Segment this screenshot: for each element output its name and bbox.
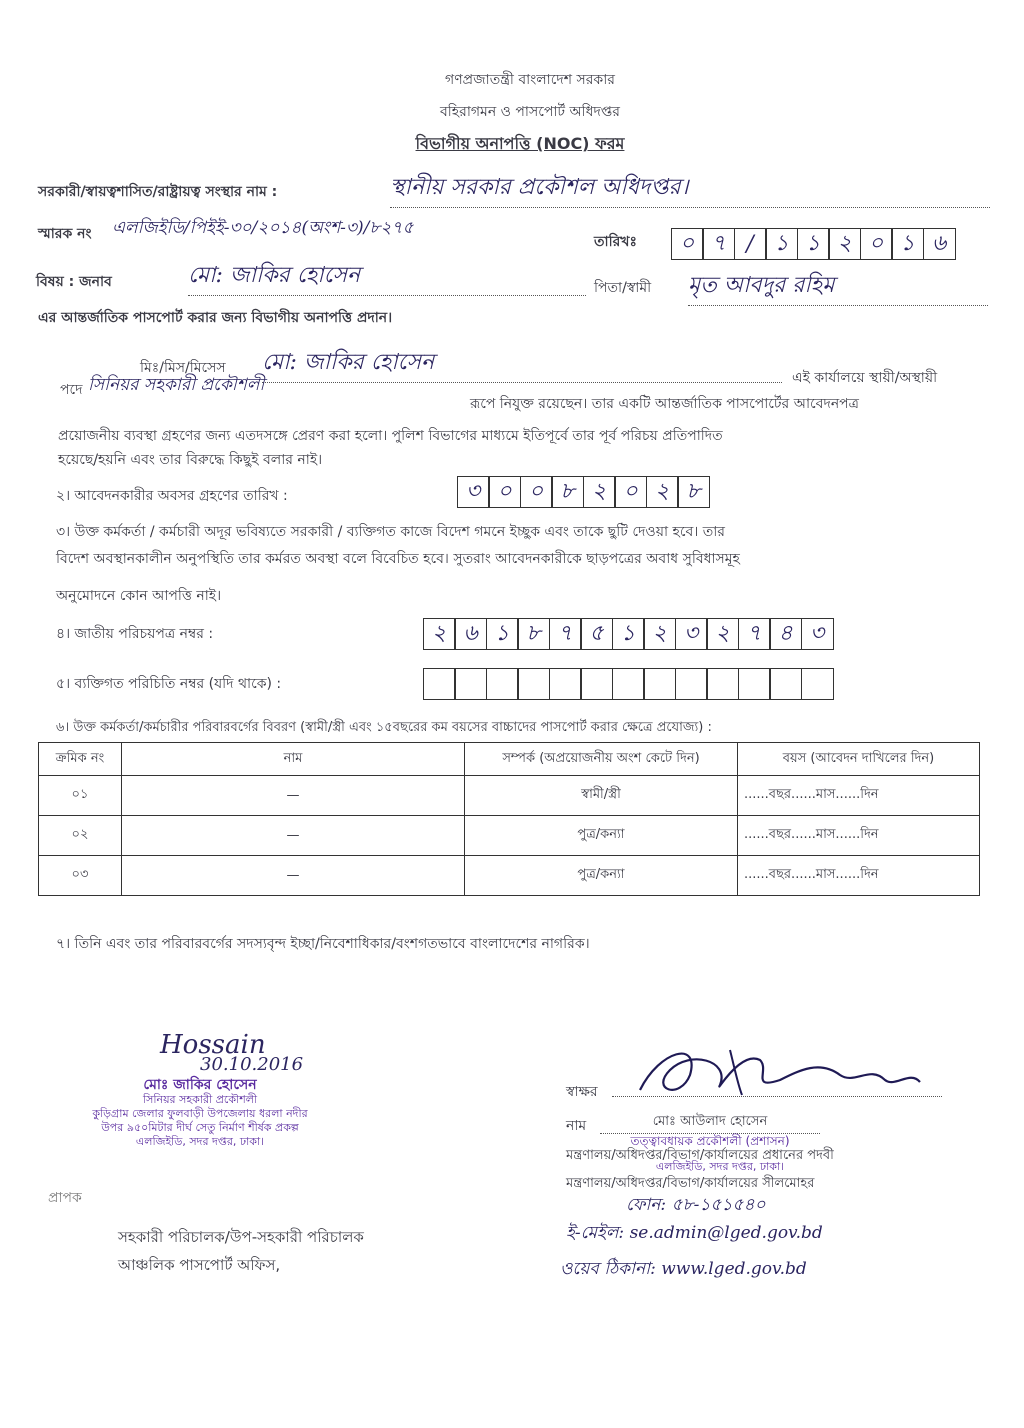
digit-box: ২ (646, 476, 679, 508)
subject-father-label: পিতা/স্বামী (594, 280, 652, 296)
digit-box: ৮ (517, 618, 550, 650)
digit-box: ২ (828, 228, 861, 260)
stamp-title: সিনিয়র সহকারী প্রকৌশলী (142, 1093, 258, 1106)
digit-box: ৬ (454, 618, 487, 650)
office-value: স্থানীয় সরকার প্রকৌশল অধিদপ্তর। (390, 170, 990, 208)
row-serial: ০২ (39, 816, 122, 856)
right-signature-drawing (620, 1030, 940, 1110)
right-name-label: নাম (566, 1118, 587, 1134)
para1-prefix: মিঃ/মিস/মিসেস (140, 360, 226, 376)
digit-box: ৬ (923, 228, 956, 260)
item2-label: ২। আবেদনকারীর অবসর গ্রহণের তারিখ : (56, 488, 288, 504)
para1-name: মো: জাকির হোসেন (262, 345, 782, 383)
col-relation: সম্পর্ক (অপ্রয়োজনীয় অংশ কেটে দিন) (465, 743, 738, 776)
digit-box (769, 668, 802, 700)
digit-box: ৪ (769, 618, 802, 650)
col-name: নাম (122, 743, 465, 776)
right-phone: ফোন: ৫৮-১৫১৫৪০ (626, 1195, 766, 1215)
left-signature-text: Hossain (160, 1030, 266, 1060)
digit-box: ১ (765, 228, 798, 260)
row-age: ......বছর......মাস......দিন (738, 776, 980, 816)
para1-line2: রূপে নিযুক্ত রয়েছেন। তার একটি আন্তর্জাতিক পাসপোর্টের আবেদনপত্র (470, 396, 859, 412)
memo-value: এলজিইডি/পিইই-৩০/২০১৪(অংশ-৩)/৮২৭৫ (112, 218, 414, 238)
item7: ৭। তিনি এবং তার পরিবারবর্গের সদস্যবৃন্দ ইচ্ছা/নিবেশাধিকার/বংশগতভাবে বাংলাদেশের নাগরিক। (56, 936, 590, 952)
digit-box (486, 668, 519, 700)
stamp-name: মোঃ জাকির হোসেন (143, 1077, 257, 1093)
digit-box: ০ (671, 228, 704, 260)
col-age: বয়স (আবেদন দাখিলের দিন) (738, 743, 980, 776)
row-name: — (122, 776, 465, 816)
row-age: ......বছর......মাস......দিন (738, 856, 980, 896)
item3-line2: বিদেশ অবস্থানকালীন অনুপস্থিতি তার কর্মরত অবস্থা বলে বিবেচিত হবে। সুতরাং আবেদনকারীকে ছাড়পত্রের অবাধ সুবিধাসমূহ (56, 551, 740, 567)
personal-id-boxes (424, 668, 834, 700)
item6-label: ৬। উক্ত কর্মকর্তা/কর্মচারীর পরিবারবর্গের বিবরণ (স্বামী/স্ত্রী এবং ১৫বছরের কম বয়সের বাচ্চাদের পাসপোর্ট করার ক্ষেত্রে প্রযোজ্য) : (56, 720, 712, 735)
digit-box: ১ (486, 618, 519, 650)
para1-line3: প্রয়োজনীয় ব্যবস্থা গ্রহণের জন্য এতদসঙ্গে প্রেরণ করা হলো। পুলিশ বিভাগের মাধ্যমে ইতিপূর্বে তার পূর্ব পরিচয় প্রতিপাদিত (58, 428, 723, 444)
retirement-date-boxes (458, 476, 710, 508)
digit-box (738, 668, 771, 700)
digit-box: ৩ (457, 476, 490, 508)
item3-line3: অনুমোদনে কোন আপত্তি নাই। (56, 588, 222, 604)
digit-box: ১ (612, 618, 645, 650)
subject-father: মৃত আবদুর রহিম (688, 268, 988, 306)
left-signature-date: 30.10.2016 (200, 1054, 304, 1075)
left-stamp (80, 1078, 320, 1149)
nid-boxes (424, 618, 834, 650)
row-serial: ০৩ (39, 856, 122, 896)
digit-box: / (734, 228, 767, 260)
digit-box: ০ (614, 476, 647, 508)
recipient-line2: আঞ্চলিক পাসপোর্ট অফিস, (118, 1256, 281, 1274)
memo-date-boxes (672, 228, 956, 260)
digit-box: ২ (643, 618, 676, 650)
stamp-office: এলজিইডি, সদর দপ্তর, ঢাকা। (135, 1135, 265, 1148)
digit-box (675, 668, 708, 700)
right-line1: মন্ত্রণালয়/অধিদপ্তর/বিভাগ/কার্যালয়ের প্রধানের পদবী (566, 1148, 834, 1163)
row-name: — (122, 816, 465, 856)
digit-box: ১ (891, 228, 924, 260)
digit-box (801, 668, 834, 700)
digit-box: ৭ (738, 618, 771, 650)
digit-box: ২ (706, 618, 739, 650)
col-serial: ক্রমিক নং (39, 743, 122, 776)
row-age: ......বছর......মাস......দিন (738, 816, 980, 856)
memo-date-label: তারিখঃ (594, 234, 637, 250)
memo-label: স্মারক নং (38, 226, 92, 242)
stamp-project1: কুড়িগ্রাম জেলার ফুলবাড়ী উপজেলায় ধরলা নদীর (92, 1107, 308, 1120)
table-row (39, 816, 980, 856)
right-web: ওয়েব ঠিকানা: www.lged.gov.bd (560, 1259, 807, 1279)
table-row (39, 856, 980, 896)
digit-box (517, 668, 550, 700)
header-line1: গণপ্রজাতন্ত্রী বাংলাদেশ সরকার (445, 72, 615, 88)
digit-box: ০ (488, 476, 521, 508)
form-title: বিভাগীয় অনাপত্তি (NOC) ফরম (415, 134, 625, 153)
digit-box: ৮ (677, 476, 710, 508)
digit-box: ২ (423, 618, 456, 650)
family-table-header (39, 743, 980, 776)
digit-box (612, 668, 645, 700)
digit-box: ১ (797, 228, 830, 260)
digit-box (423, 668, 456, 700)
para1-post: সিনিয়র সহকারী প্রকৌশলী (88, 375, 265, 395)
office-label: সরকারী/স্বায়ত্বশাসিত/রাষ্ট্রায়ত্ব সংস্থার নাম : (38, 184, 278, 200)
item3-line1: ৩। উক্ত কর্মকর্তা / কর্মচারী অদূর ভবিষ্যতে সরকারী / ব্যক্তিগত কাজে বিদেশ গমনে ইচ্ছুক এবং তাকে ছুটি দেওয়া হবে। তার (56, 524, 725, 540)
item4-label: ৪। জাতীয় পরিচয়পত্র নম্বর : (56, 626, 214, 642)
para1-post-label: পদে (60, 382, 83, 398)
left-signature (160, 1030, 320, 1075)
right-line2: মন্ত্রণালয়/অধিদপ্তর/বিভাগ/কার্যালয়ের সীলমোহর (566, 1176, 815, 1191)
digit-box: ৩ (675, 618, 708, 650)
digit-box: ০ (860, 228, 893, 260)
recipient-label: প্রাপক (48, 1190, 82, 1206)
para1-line4: হয়েছে/হয়নি এবং তার বিরুদ্ধে কিছুই বলার নাই। (58, 452, 323, 468)
digit-box (706, 668, 739, 700)
item5-label: ৫। ব্যক্তিগত পরিচিতি নম্বর (যদি থাকে) : (56, 676, 282, 692)
row-relation: পুত্র/কন্যা (465, 816, 738, 856)
digit-box: ৮ (551, 476, 584, 508)
para1-suffix: এই কার্যালয়ে স্থায়ী/অস্থায়ী (792, 370, 938, 386)
right-sign-label: স্বাক্ষর (566, 1084, 598, 1100)
row-serial: ০১ (39, 776, 122, 816)
digit-box: ২ (583, 476, 616, 508)
table-row (39, 776, 980, 816)
family-table (38, 742, 980, 896)
header-line2: বহিরাগমন ও পাসপোর্ট অধিদপ্তর (439, 104, 621, 120)
digit-box (580, 668, 613, 700)
digit-box: ৩ (801, 618, 834, 650)
stamp-project2: উপর ৯৫০মিটার দীর্ঘ সেতু নির্মাণ শীর্ষক প্রকল্প (101, 1121, 299, 1134)
digit-box (549, 668, 582, 700)
digit-box: ৫ (580, 618, 613, 650)
row-relation: পুত্র/কন্যা (465, 856, 738, 896)
right-stamp-line2: এলজিইডি, সদর দপ্তর, ঢাকা। (655, 1160, 785, 1173)
digit-box: ৭ (702, 228, 735, 260)
row-relation: স্বামী/স্ত্রী (465, 776, 738, 816)
subject-line2: এর আন্তর্জাতিক পাসপোর্ট করার জন্য বিভাগীয় অনাপত্তি প্রদান। (38, 310, 393, 326)
subject-label: বিষয় : জনাব (36, 274, 112, 290)
subject-name: মো: জাকির হোসেন (188, 258, 586, 296)
digit-box (454, 668, 487, 700)
right-stamp-line1: তত্ত্বাবধায়ক প্রকৌশলী (প্রশাসন) (630, 1134, 790, 1148)
digit-box: ০ (520, 476, 553, 508)
row-name: — (122, 856, 465, 896)
recipient-line1: সহকারী পরিচালক/উপ-সহকারী পরিচালক (118, 1228, 364, 1246)
right-name: মোঃ আউলাদ হোসেন (600, 1112, 820, 1134)
digit-box: ৭ (549, 618, 582, 650)
digit-box (643, 668, 676, 700)
right-email: ই-মেইল: se.admin@lged.gov.bd (566, 1223, 823, 1243)
